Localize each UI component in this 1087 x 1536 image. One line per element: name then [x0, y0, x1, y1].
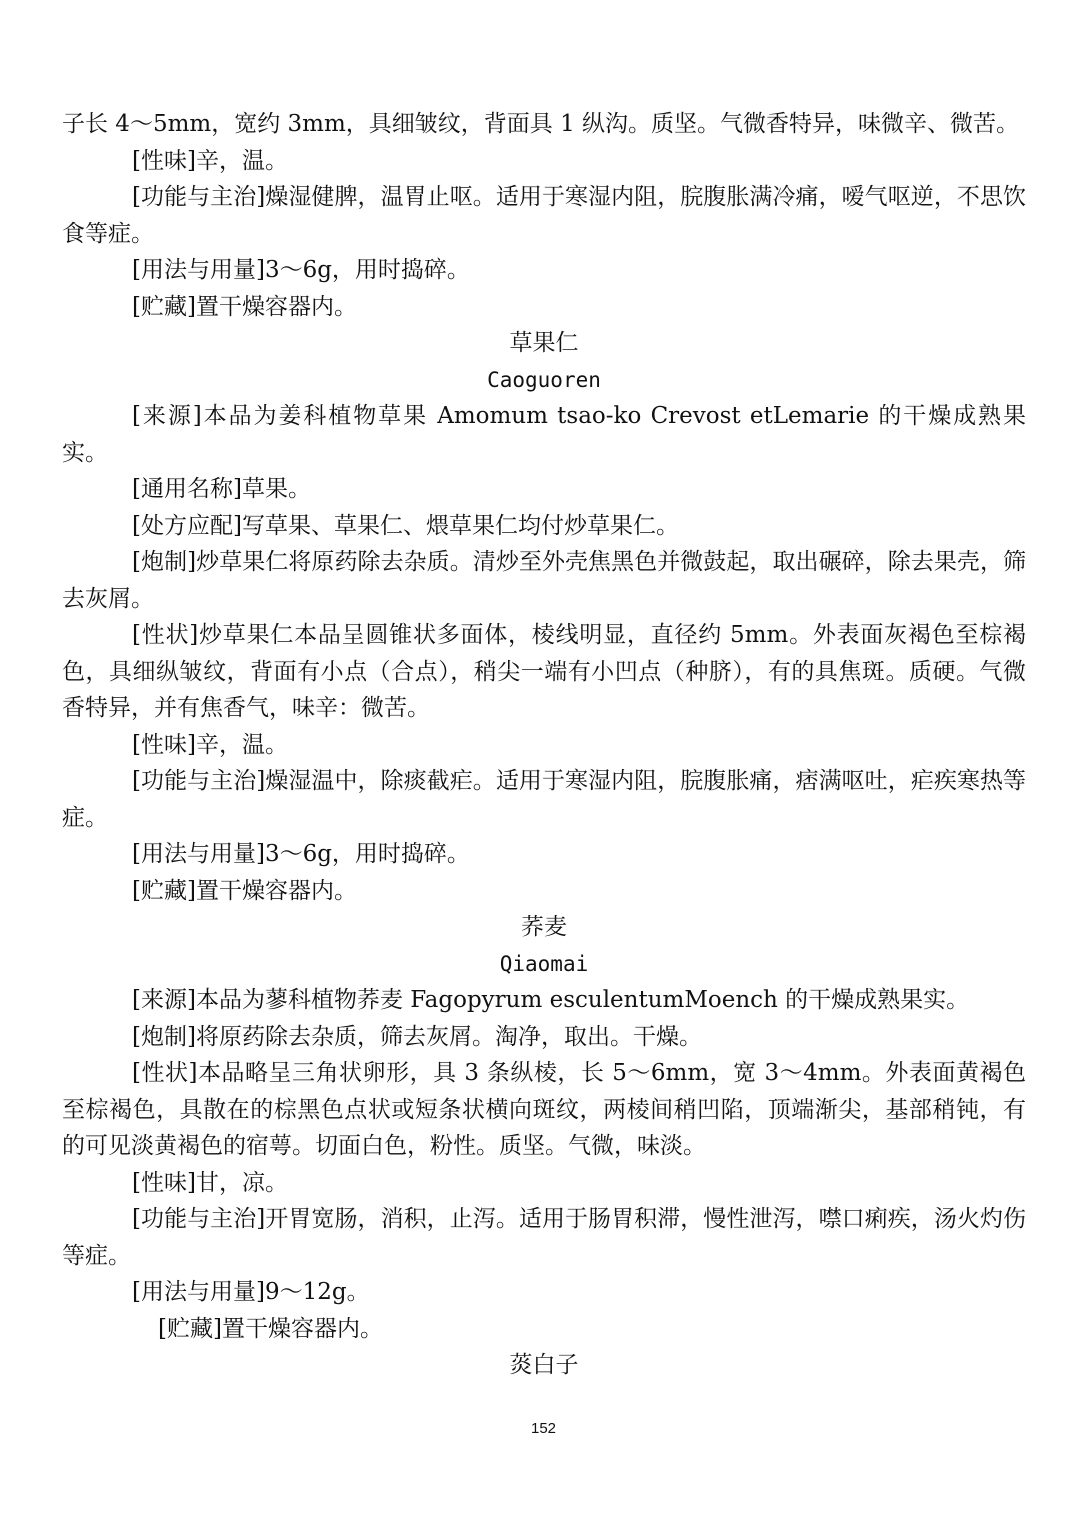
entry-title-qiaomai: 荞麦 [521, 914, 567, 940]
paragraph-storage: [贮藏]置干燥容器内。 [132, 877, 357, 904]
paragraph-properties: [性状]本品略呈三角状卵形，具 3 条纵棱，长 5～6mm，宽 3～4mm。外表面黄褐色至棕褐色，具散在的棕黑色点状或短条状横向斑纹，两棱间稍凹陷，顶端渐尖，基部稍钝，有的可见淡黄褐色的宿萼。切面白色，粉性。质坚。气微，味淡。 [62, 1060, 1026, 1159]
paragraph-processing: [炮制]炒草果仁将原药除去杂质。清炒至外壳焦黑色并微鼓起，取出碾碎，除去果壳，筛去灰屑。 [62, 549, 1026, 612]
paragraph-source: [来源]本品为姜科植物草果 Amomum tsao-ko Crevost etLemarie 的干燥成熟果实。 [62, 403, 1026, 466]
paragraph-dosage: [用法与用量]3～6g，用时捣碎。 [132, 841, 470, 867]
paragraph-function: [功能与主治]燥湿温中，除痰截疟。适用于寒湿内阻，脘腹胀痛，痞满呕吐，疟疾寒热等症。 [62, 768, 1026, 831]
entry-pinyin-caoguoren: Caoguoren [487, 367, 601, 392]
paragraph-continuation: 子长 4～5mm，宽约 3mm，具细皱纹，背面具 1 纵沟。质坚。气微香特异，味微辛、微苦。 [62, 111, 1020, 137]
paragraph-storage: [贮藏]置干燥容器内。 [132, 293, 357, 320]
paragraph-source: [来源]本品为蓼科植物荞麦 Fagopyrum esculentumMoench 的干燥成熟果实。 [132, 987, 970, 1013]
entry-title-next: 菼白子 [509, 1352, 579, 1378]
page-body [62, 106, 1026, 1384]
paragraph-taste: [性味]辛，温。 [132, 731, 288, 758]
page-number: 152 [530, 1420, 557, 1437]
paragraph-dosage: [用法与用量]9～12g。 [132, 1279, 370, 1305]
paragraph-taste: [性味]甘，凉。 [132, 1169, 288, 1196]
paragraph-function: [功能与主治]燥湿健脾，温胃止呕。适用于寒湿内阻，脘腹胀满冷痛，嗳气呕逆，不思饮食等症。 [62, 184, 1026, 247]
entry-title-caoguoren: 草果仁 [509, 330, 579, 356]
paragraph-taste: [性味]辛，温。 [132, 147, 288, 174]
paragraph-storage: [贮藏]置干燥容器内。 [158, 1315, 383, 1342]
paragraph-properties: [性状]炒草果仁本品呈圆锥状多面体，棱线明显，直径约 5mm。外表面灰褐色至棕褐色，具细纵皱纹，背面有小点（合点），稍尖一端有小凹点（种脐），有的具焦斑。质硬。气微香特异，并有焦香气，味辛：微苦。 [62, 622, 1026, 721]
entry-pinyin-qiaomai: Qiaomai [499, 951, 589, 976]
paragraph-dosage: [用法与用量]3～6g，用时捣碎。 [132, 257, 470, 283]
paragraph-common-name: [通用名称]草果。 [132, 476, 311, 502]
paragraph-processing: [炮制]将原药除去杂质，筛去灰屑。淘净，取出。干燥。 [132, 1023, 702, 1050]
paragraph-prescription: [处方应配]写草果、草果仁、煨草果仁均付炒草果仁。 [132, 512, 679, 539]
paragraph-function: [功能与主治]开胃宽肠，消积，止泻。适用于肠胃积滞，慢性泄泻，噤口痢疾，汤火灼伤等症。 [62, 1206, 1026, 1269]
